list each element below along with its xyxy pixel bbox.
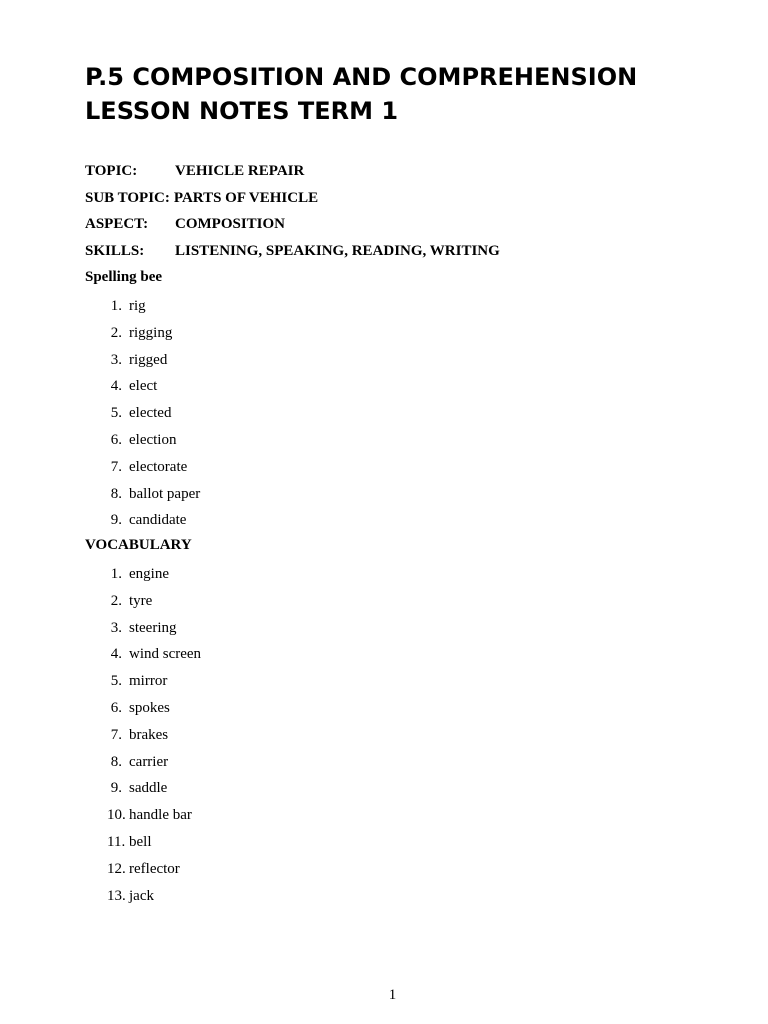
list-item-text: spokes xyxy=(129,699,170,716)
list-item-number: 3. xyxy=(110,619,122,636)
list-item-text: election xyxy=(129,431,177,448)
vocabulary-list xyxy=(85,561,202,909)
list-item-number: 9. xyxy=(110,512,122,529)
list-item xyxy=(85,615,177,642)
skills-value: LISTENING, SPEAKING, READING, WRITING xyxy=(175,242,500,259)
list-item-number: 8. xyxy=(110,753,122,770)
list-item-number: 13. xyxy=(107,887,126,904)
list-item-number: 4. xyxy=(110,378,122,395)
list-item xyxy=(85,373,158,400)
topic-value: VEHICLE REPAIR xyxy=(175,163,305,179)
aspect-row xyxy=(85,211,685,238)
title-line-1: P.5 COMPOSITION AND COMPREHENSION xyxy=(85,63,638,91)
list-item-text: rig xyxy=(129,298,146,314)
list-item-number: 7. xyxy=(110,458,122,475)
list-item-text: mirror xyxy=(129,673,168,690)
list-item-text: steering xyxy=(129,619,177,636)
skills-label: SKILLS: xyxy=(85,242,145,259)
skills-row xyxy=(85,238,685,265)
list-item xyxy=(85,347,168,374)
list-item-text: candidate xyxy=(129,512,187,529)
list-item-number: 6. xyxy=(110,699,122,716)
list-item xyxy=(85,856,180,883)
page-title xyxy=(85,60,725,128)
spelling-list xyxy=(85,293,201,534)
list-item-text: bell xyxy=(129,833,152,850)
list-item xyxy=(85,454,188,481)
list-item xyxy=(85,507,187,534)
list-item-text: rigging xyxy=(129,324,173,341)
title-line-2: LESSON NOTES TERM 1 xyxy=(85,97,399,125)
list-item-text: electorate xyxy=(129,458,188,475)
list-item-number: 11. xyxy=(107,833,126,850)
list-item-text: carrier xyxy=(129,753,169,770)
vocabulary-heading: VOCABULARY xyxy=(85,537,192,553)
list-item-text: ballot paper xyxy=(129,485,201,502)
subtopic-label: SUB TOPIC: xyxy=(85,189,170,206)
list-item-text: brakes xyxy=(129,726,169,743)
list-item xyxy=(85,561,169,588)
list-item xyxy=(85,749,169,776)
aspect-label: ASPECT: xyxy=(85,216,149,232)
list-item-text: jack xyxy=(129,887,154,904)
list-item xyxy=(85,427,177,454)
list-item xyxy=(85,695,170,722)
spelling-bee-heading: Spelling bee xyxy=(85,269,163,285)
list-item-text: rigged xyxy=(129,351,168,368)
list-item-text: elected xyxy=(129,405,172,422)
list-item-number: 7. xyxy=(110,726,122,743)
list-item-text: wind screen xyxy=(129,646,202,663)
list-item-text: reflector xyxy=(129,860,180,877)
topic-label: TOPIC: xyxy=(85,163,138,179)
list-item-text: handle bar xyxy=(129,807,192,824)
list-item-number: 2. xyxy=(110,324,122,341)
list-item-text: tyre xyxy=(129,592,153,609)
lesson-meta xyxy=(85,158,685,264)
topic-row xyxy=(85,158,685,185)
list-item xyxy=(85,293,146,320)
list-item-number: 3. xyxy=(110,351,122,368)
list-item xyxy=(85,722,169,749)
list-item xyxy=(85,829,152,856)
list-item xyxy=(85,400,172,427)
list-item xyxy=(85,883,154,910)
list-item-number: 8. xyxy=(110,485,122,502)
list-item xyxy=(85,775,168,802)
subtopic-row xyxy=(85,185,685,212)
list-item-number: 12. xyxy=(107,860,126,877)
list-item xyxy=(85,320,173,347)
list-item xyxy=(85,588,153,615)
list-item xyxy=(85,668,168,695)
list-item-number: 9. xyxy=(110,780,122,797)
list-item-number: 6. xyxy=(110,431,122,448)
list-item-number: 5. xyxy=(110,673,122,690)
subtopic-value: PARTS OF VEHICLE xyxy=(173,189,319,206)
list-item-text: saddle xyxy=(129,780,168,797)
list-item-number: 1. xyxy=(110,298,122,314)
aspect-value: COMPOSITION xyxy=(175,216,286,232)
list-item xyxy=(85,802,192,829)
list-item xyxy=(85,481,201,508)
list-item-text: elect xyxy=(129,378,158,395)
page-number: 1 xyxy=(388,987,397,1003)
list-item-number: 5. xyxy=(110,405,122,422)
list-item-number: 4. xyxy=(110,646,122,663)
list-item-number: 2. xyxy=(110,592,122,609)
list-item-number: 1. xyxy=(110,566,122,582)
list-item xyxy=(85,641,202,668)
list-item-text: engine xyxy=(129,566,169,582)
list-item-number: 10. xyxy=(107,807,126,824)
